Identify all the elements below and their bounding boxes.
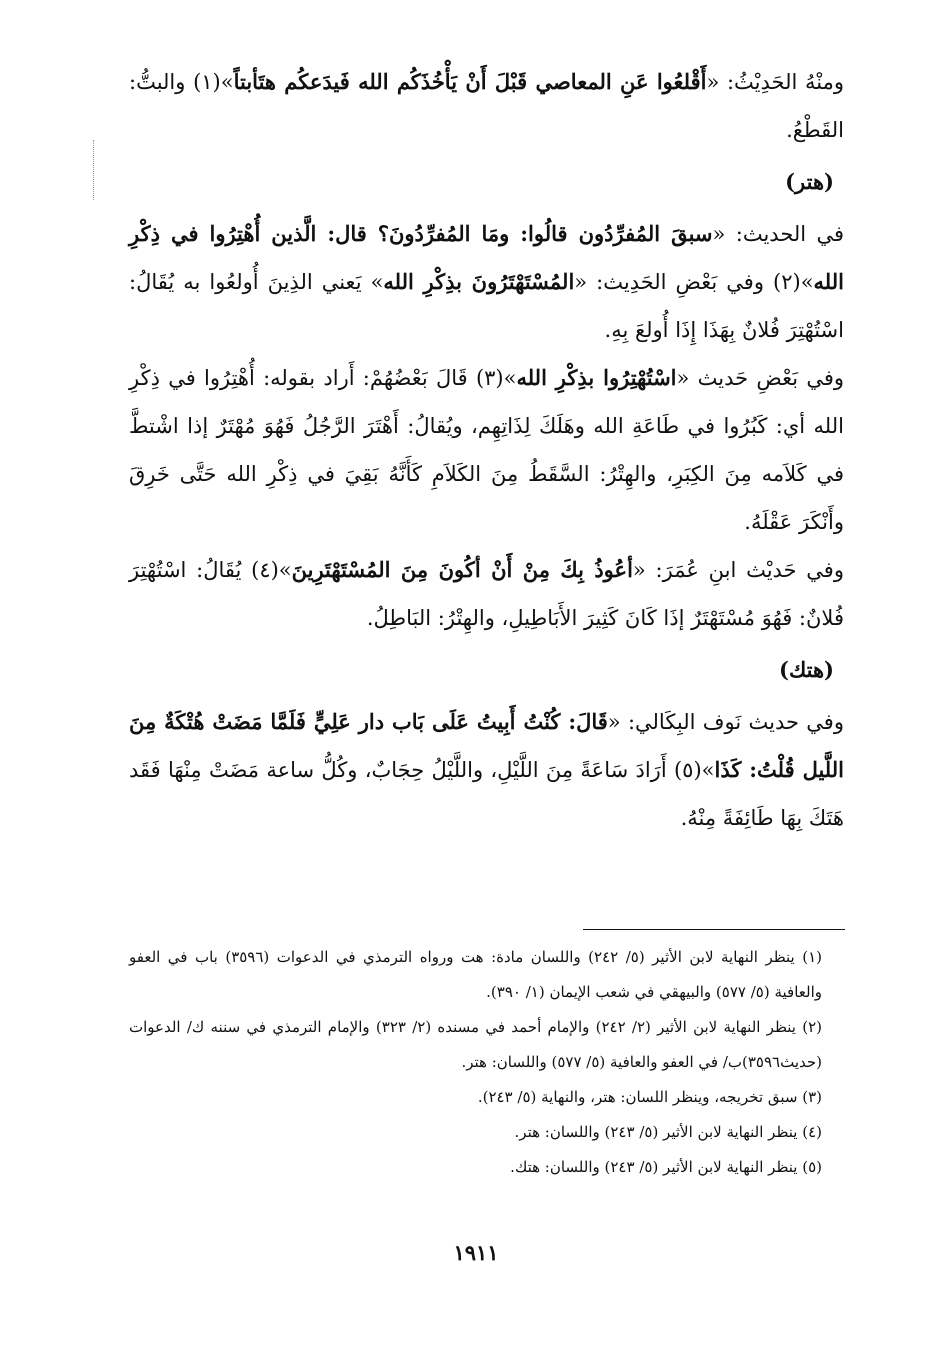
paragraph-1 [129,58,844,154]
para1-run-1: ومنْهُ الحَدِيْثُ: « [706,70,844,94]
paragraph-4 [129,546,844,642]
para2-run-5: » يَعني الذِينَ أُولعُوا به يُقَالُ: اسْتُهْتِرَ فُلانٌ بِهَذَا إِذَا أُولعَ بِهِ. [129,270,844,342]
hadith-quote-2b: المُسْتَهْتَرُونَ بذِكْرِ الله [383,269,575,294]
para3-run-3: »(٣) قَالَ بَعْضُهُمْ: أَراد بقوله: أُهْتِرُوا في ذِكْرِ الله أي: كَبُرُوا في طَاعَةِ الله وهَلَكَ لِذَاتِهِم، ويُقالُ: أَهْتَرَ الرَّجُلُ فَهُوَ مُهْتَرٌ إذا اشْتطَّ في كَلاَمه مِنَ الكِبَرِ، والهِتْرُ: السَّقَطُ مِنَ الكَلاَمِ كَأَنَّهُ بَقِيَ في ذِكْرِ الله حَتَّى خَرِقَ وأَنْكَرَ عَقْلَهُ. [129,366,844,534]
scan-margin-mark [93,140,95,200]
paragraph-5 [129,698,844,842]
para4-run-3: »(٤) يُقَالُ: اسْتُهْتِرَ فُلانٌ: فَهُوَ مُسْتَهْتَرٌ إذَا كَانَ كَثِيرَ الأَبَاطِيلِ، والهِتْرُ: البَاطِلُ. [129,558,844,630]
para2-run-1: في الحديث: « [712,222,845,246]
footnote-4: (٤) ينظر النهاية لابن الأثير (٥/ ٢٤٣) واللسان: هتر. [514,1123,822,1141]
entry-heading-hatak: (هتك) [779,657,834,682]
hadith-quote-4: أعُوذُ بِكَ مِنْ أَنْ أكُونَ مِنَ المُسْتَهْتَرِينَ [291,557,633,582]
page-number: ١٩١١ [453,1240,499,1265]
entry-heading-hatar: (هتر) [785,169,834,194]
para1-run-3: »(١) والبتُّ: القَطْعُ. [129,70,844,142]
hadith-quote-2: سبقَ المُفرِّدُون قالُوا: ومَا المُفرِّدُونَ؟ قال: الَّذين أُهْتِرُوا في ذِكْرِ الله [129,221,844,294]
footnote-2: (٢) ينظر النهاية لابن الأثير (٢/ ٢٤٢) والإمام أحمد في مسنده (٢/ ٣٢٣) والإمام الترمذي في سننه ك/ الدعوات (حديث٣٥٩٦)ب/ في العفو والعافية (٥/ ٥٧٧) واللسان: هتر. [129,1018,822,1071]
para2-run-3: »(٢) وفي بَعْضِ الحَدِيث: « [574,270,814,294]
paragraph-2 [129,210,844,354]
para3-run-1: وفي بَعْضِ حَديث « [676,366,845,390]
para4-run-1: وفي حَديْث ابنِ عُمَرَ: « [632,558,844,582]
footnote-3: (٣) سبق تخريجه، وينظر اللسان: هتر، والنهاية (٥/ ٢٤٣). [477,1088,822,1106]
para5-run-3: »(٥) أَرَادَ سَاعَةً مِنَ اللَّيْلِ، واللَّيْلُ حِجَابٌ، وكُلُّ ساعة مَضَتْ مِنْهَا فَقَد هَتَكَ بِهَا طَائِفَةً مِنْهُ. [129,758,844,830]
footnote-5: (٥) ينظر النهاية لابن الأثير (٥/ ٢٤٣) واللسان: هتك. [510,1158,822,1176]
paragraph-3 [129,354,844,546]
hadith-quote-1: أَقْلعُوا عَنِ المعاصي قَبْلَ أَنْ يَأْخُذَكُم الله فَيدَعكُم هتَأبتاً [233,69,707,94]
footnote-1: (١) ينظر النهاية لابن الأثير (٥/ ٢٤٢) واللسان مادة: هت ورواه الترمذي في الدعوات (٣٥٩٦) باب في العفو والعافية (٥/ ٥٧٧) والبيهقي في شعب الإيمان (١/ ٣٩٠). [129,948,822,1001]
hadith-quote-5: قَالَ: كُنْتُ أَبِيتُ عَلَى بَاب دار عَلِيٍّ فَلَمَّا مَضَتْ هُتْكَةٌ مِنَ اللَّيل قُلْتُ: كَذَا [129,709,844,782]
footnotes [129,940,844,1185]
footnote-separator [583,929,845,930]
para5-run-1: وفي حديث نَوف البِكَالي: « [607,710,844,734]
main-text [129,58,844,842]
hadith-quote-3: اسْتُهْتِرُوا بذِكْرِ الله [516,365,677,390]
